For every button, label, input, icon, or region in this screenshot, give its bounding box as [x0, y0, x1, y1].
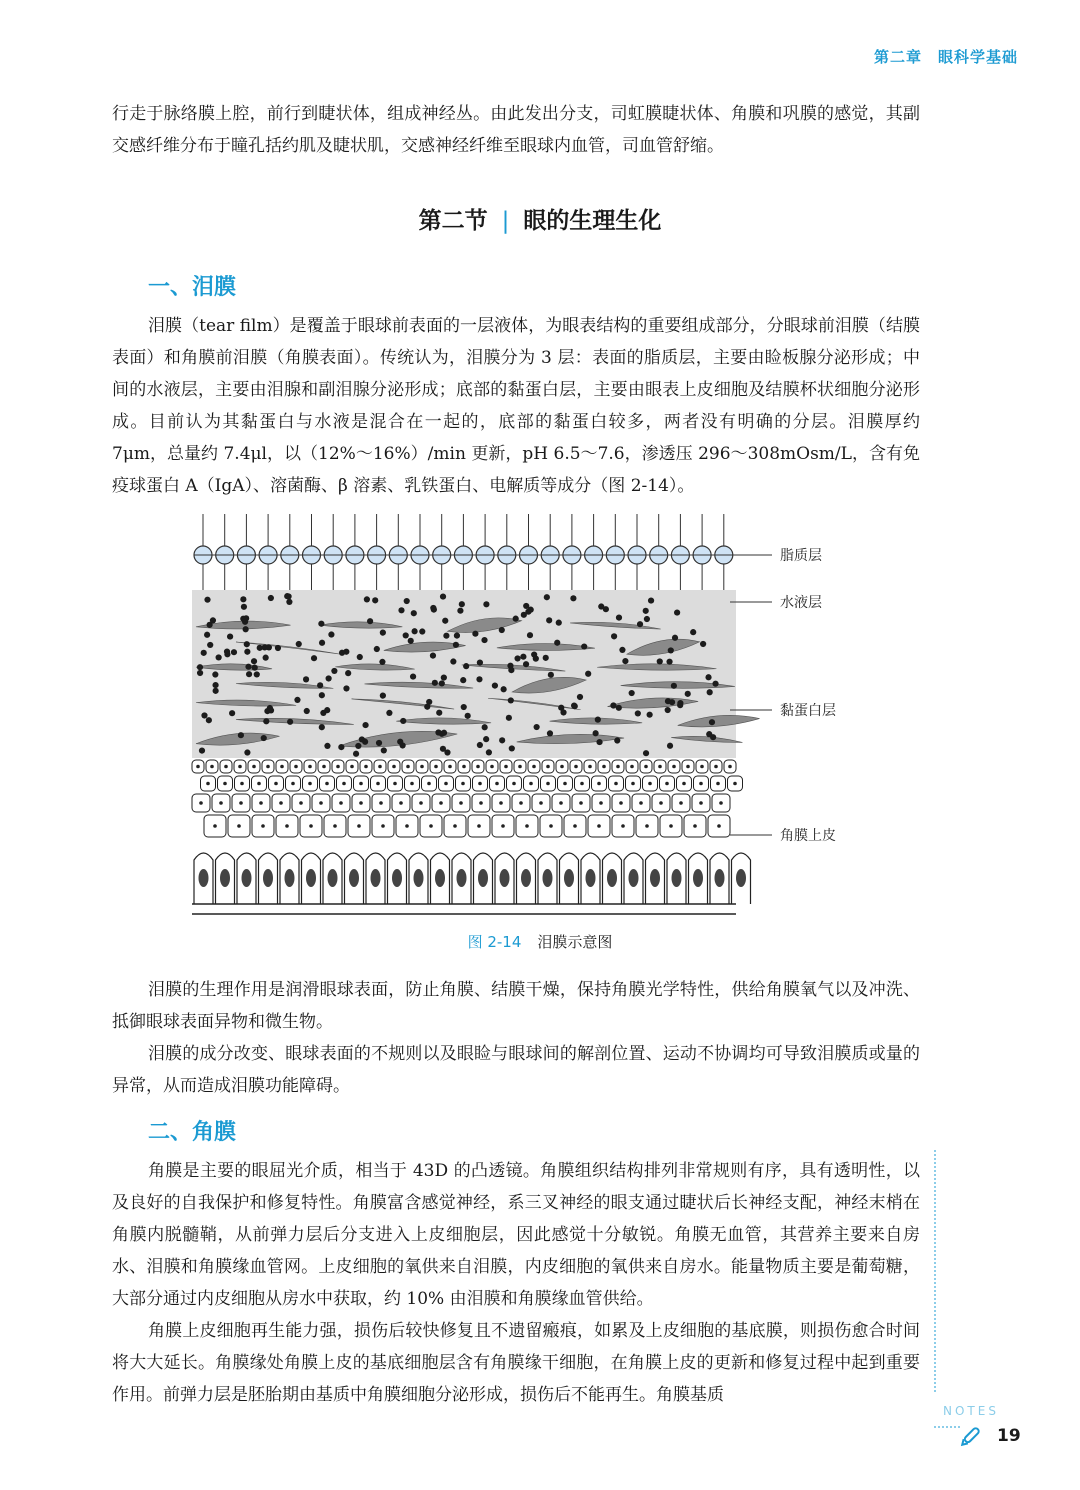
tear-film-paragraph-2: 泪膜的生理作用是润滑眼球表面，防止角膜、结膜干燥，保持角膜光学特性，供给角膜氧气以及冲洗、抵御眼球表面异物和微生物。: [112, 980, 920, 1032]
subsection-heading-tear-film: 一、泪膜: [148, 275, 237, 300]
running-head: [874, 46, 1018, 67]
corneal-epithelium-illustration: [192, 758, 751, 914]
lipid-layer-illustration: [194, 514, 734, 590]
figure-caption: [0, 931, 1080, 952]
tear-film-paragraph-3: 泪膜的成分改变、眼球表面的不规则以及眼睑与眼球间的解剖位置、运动不协调均可导致泪膜质或量的异常，从而造成泪膜功能障碍。: [112, 1044, 920, 1096]
page-number: 19: [997, 1426, 1021, 1446]
chapter-number: 第二章: [873, 48, 922, 66]
section-separator: |: [501, 208, 510, 234]
cornea-paragraph-2: 角膜上皮细胞再生能力强，损伤后较快修复且不遗留瘢痕，如累及上皮细胞的基底膜，则损伤愈合时间将大大延长。角膜缘处角膜上皮的基底细胞层含有角膜缘干细胞，在角膜上皮的更新和修复过程中起到重要作用。前弹力层是胚胎期由基质中角膜细胞分泌形成，损伤后不能再生。角膜基质: [112, 1321, 920, 1405]
chapter-title: 眼科学基础: [937, 48, 1018, 66]
notes-underline: [934, 1426, 960, 1428]
figure-title: 泪膜示意图: [537, 933, 613, 951]
label-aqueous-layer: 水液层: [780, 595, 822, 611]
section-number: 第二节: [418, 208, 488, 234]
tear-film-paragraph-1: 泪膜（tear film）是覆盖于眼球前表面的一层液体，为眼表结构的重要组成部分，分眼球前泪膜（结膜表面）和角膜前泪膜（角膜表面）。传统认为，泪膜分为 3 层：表面的脂质层，主要由睑板腺分泌形成；中间的水液层，主要由泪腺和副泪腺分泌形成；底部的黏蛋白层，主要由眼表上皮细胞及结膜杯状细胞分泌形成。目前认为其黏蛋白与水液是混合在一起的，底部的黏蛋白较多，两者没有明确的分层。泪膜厚约 7μm，总量约 7.4μl，以（12%～16%）/min 更新，pH 6.5～7.6，渗透压 296～308mOsm/L，含有免疫球蛋白 A（IgA）、溶菌酶、β 溶素、乳铁蛋白、电解质等成分（图 2-14）。: [112, 316, 920, 496]
figure-number: 图 2-14: [467, 933, 522, 951]
notes-margin-rule: [934, 1150, 936, 1392]
aqueous-mucin-region: [192, 590, 736, 758]
label-lipid-layer: 脂质层: [780, 548, 822, 564]
pen-icon: [958, 1425, 982, 1449]
label-corneal-epithelium: 角膜上皮: [780, 828, 836, 844]
intro-paragraph: 行走于脉络膜上腔，前行到睫状体，组成神经丛。由此发出分支，司虹膜睫状体、角膜和巩膜的感觉，其副交感纤维分布于瞳孔括约肌及睫状肌，交感神经纤维至眼球内血管，司血管舒缩。: [112, 104, 920, 156]
section-title: [0, 202, 1080, 235]
section-name: 眼的生理生化: [523, 208, 662, 234]
tear-film-figure: [186, 508, 866, 924]
subsection-heading-cornea: 二、角膜: [148, 1120, 237, 1145]
label-mucin-layer: 黏蛋白层: [780, 703, 836, 719]
cornea-paragraph-1: 角膜是主要的眼屈光介质，相当于 43D 的凸透镜。角膜组织结构排列非常规则有序，具有透明性，以及良好的自我保护和修复特性。角膜富含感觉神经，系三叉神经的眼支通过睫状后长神经支配，神经末梢在角膜内脱髓鞘，从前弹力层后分支进入上皮细胞层，因此感觉十分敏锐。角膜无血管，其营养主要来自房水、泪膜和角膜缘血管网。上皮细胞的氧供来自泪膜，内皮细胞的氧供来自房水。能量物质主要是葡萄糖，大部分通过内皮细胞从房水中获取，约 10% 由泪膜和角膜缘血管供给。: [112, 1161, 920, 1309]
notes-label: NOTES: [943, 1404, 999, 1418]
